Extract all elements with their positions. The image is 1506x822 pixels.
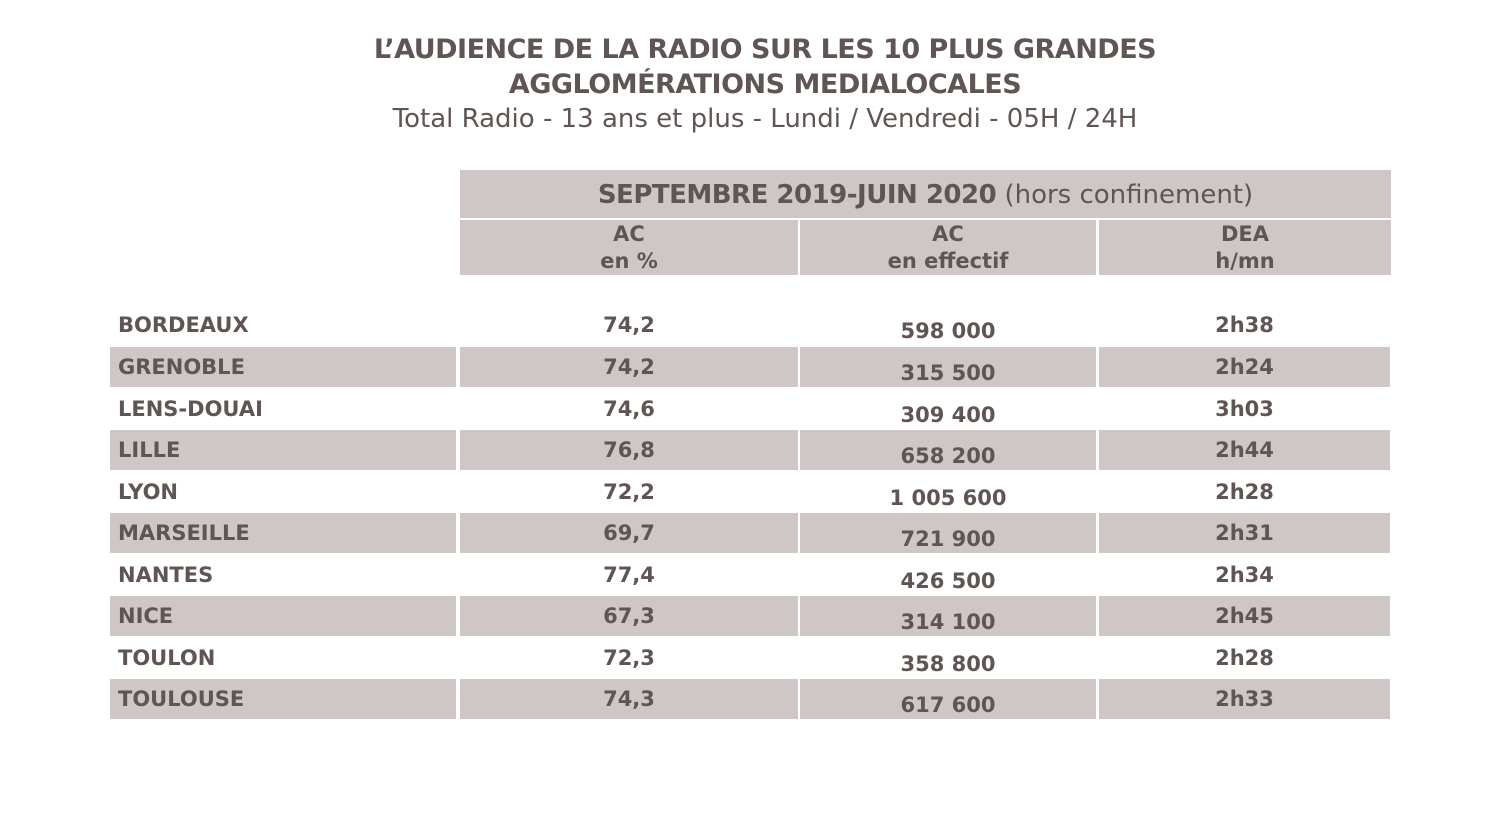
table-row (110, 389, 1390, 429)
column-header-dea (1099, 220, 1391, 275)
period-bold: SEPTEMBRE 2019-JUIN 2020 (597, 180, 997, 210)
ac-pct-cell: 74,2 (603, 313, 655, 337)
ac-pct-cell: 69,7 (460, 513, 798, 553)
city-cell: NICE (110, 596, 456, 636)
city-cell: LILLE (110, 430, 456, 470)
city-cell: BORDEAUX (118, 313, 249, 337)
city-cell: LYON (118, 480, 178, 504)
column-header-line1: AC (932, 222, 964, 246)
table-row (110, 555, 1390, 595)
period-note: (hors confinement) (1004, 180, 1254, 210)
ac-pct-cell: 77,4 (603, 563, 655, 587)
ac-eff-cell: 721 900 (800, 513, 1096, 553)
dea-cell: 2h31 (1099, 513, 1390, 553)
column-header-line1: DEA (1220, 222, 1270, 246)
column-header-ac-eff (800, 220, 1096, 275)
ac-pct-cell: 74,2 (460, 347, 798, 387)
column-header-line2: h/mn (1215, 249, 1275, 273)
period-header (460, 170, 1391, 218)
table-row (110, 638, 1390, 678)
table-row (110, 513, 1390, 553)
dea-cell: 2h33 (1099, 679, 1390, 719)
column-header-line2: en effectif (887, 249, 1009, 273)
city-cell: LENS-DOUAI (118, 397, 263, 421)
dea-cell: 2h28 (1215, 480, 1274, 504)
dea-cell: 3h03 (1215, 397, 1274, 421)
period-header-text (460, 170, 1391, 218)
column-header-ac-pct (460, 220, 798, 275)
ac-eff-cell: 1 005 600 (889, 486, 1007, 510)
ac-pct-cell: 74,6 (603, 397, 655, 421)
column-header-line2: en % (600, 249, 658, 273)
dea-cell: 2h44 (1099, 430, 1390, 470)
ac-eff-cell: 358 800 (900, 652, 996, 676)
city-cell: GRENOBLE (110, 347, 456, 387)
ac-eff-cell: 658 200 (800, 430, 1096, 470)
ac-pct-cell: 72,3 (603, 646, 655, 670)
table-row (110, 596, 1390, 636)
ac-pct-cell: 74,3 (460, 679, 798, 719)
city-cell: MARSEILLE (110, 513, 456, 553)
ac-eff-cell: 315 500 (800, 347, 1096, 387)
table-row (110, 347, 1390, 387)
city-cell: TOULON (118, 646, 216, 670)
table-row (110, 430, 1390, 470)
dea-cell: 2h34 (1215, 563, 1274, 587)
ac-pct-cell: 76,8 (460, 430, 798, 470)
dea-cell: 2h24 (1099, 347, 1390, 387)
dea-cell: 2h45 (1099, 596, 1390, 636)
ac-eff-cell: 314 100 (800, 596, 1096, 636)
title-line-1: L’AUDIENCE DE LA RADIO SUR LES 10 PLUS GRANDES (373, 34, 1157, 65)
dea-cell: 2h38 (1215, 313, 1274, 337)
city-cell: TOULOUSE (110, 679, 456, 719)
subtitle: Total Radio - 13 ans et plus - Lundi / Vendredi - 05H / 24H (392, 104, 1138, 134)
ac-eff-cell: 617 600 (800, 679, 1096, 719)
table-row (110, 679, 1390, 719)
ac-pct-cell: 72,2 (603, 480, 655, 504)
ac-pct-cell: 67,3 (460, 596, 798, 636)
ac-eff-cell: 426 500 (900, 569, 996, 593)
table-row (110, 472, 1390, 512)
dea-cell: 2h28 (1215, 646, 1274, 670)
column-header-line1: AC (613, 222, 645, 246)
ac-eff-cell: 309 400 (900, 403, 996, 427)
ac-eff-cell: 598 000 (900, 319, 996, 343)
title-line-2: AGGLOMÉRATIONS MEDIALOCALES (508, 69, 1022, 100)
table-row (110, 305, 1390, 345)
city-cell: NANTES (118, 563, 214, 587)
